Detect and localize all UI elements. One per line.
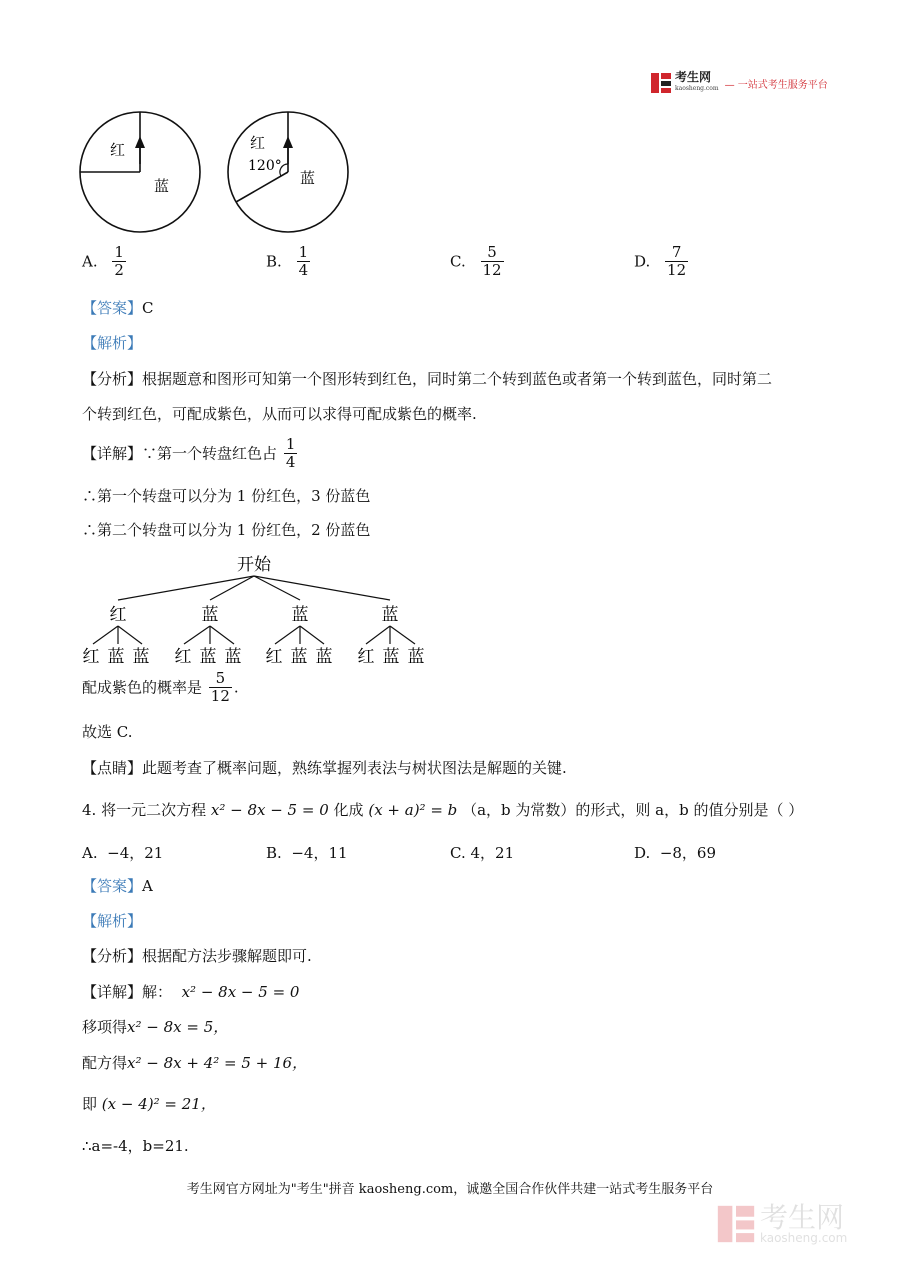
header-brand-name: 考生网 [675, 70, 712, 84]
spinner-right-angle-label: 120° [248, 158, 282, 174]
tree-l2-3-1: 蓝 [382, 647, 400, 667]
q3-probability: 配成紫色的概率是 $\frac{5}{12}$ . [82, 669, 239, 705]
tree-l2-2-2: 蓝 [315, 647, 333, 667]
q3-comment: 【点睛】此题考查了概率问题，熟练掌握列表法与树状图法是解题的关键. [82, 759, 567, 777]
tree-l2-0-1: 蓝 [107, 647, 125, 667]
kaosheng-logo-icon [650, 72, 672, 94]
watermark [716, 1202, 847, 1246]
spinner-left [80, 112, 200, 232]
spinner-left-arrow-icon [135, 136, 145, 148]
header-brand-domain: kaosheng.com [675, 85, 719, 92]
q4-option-b: B. −4，11 [266, 844, 348, 862]
q3-jiexi-heading: 【解析】 [82, 334, 143, 352]
q4-detail: 【详解】解： x² − 8x − 5 = 0 [82, 983, 300, 1001]
q3-detail-line: 【详解】∵第一个转盘红色占 $\frac{1}{4}$ [82, 435, 296, 471]
q3-option-b: B. $\frac{1}{4}$ [266, 243, 309, 279]
watermark-logo-icon [716, 1202, 756, 1246]
tree-l1-3: 蓝 [381, 605, 399, 625]
q4-answer: 【答案】A [82, 877, 153, 895]
tree-diagram [76, 548, 436, 672]
tree-l2-0-0: 红 [82, 647, 100, 667]
q4-step-2: 配方得x² − 8x + 4² = 5 + 16， [82, 1054, 308, 1072]
q4-analysis: 【分析】根据配方法步骤解题即可. [82, 947, 312, 965]
tree-l1-1: 蓝 [201, 605, 219, 625]
q3-option-a: A. $\frac{1}{2}$ [82, 243, 124, 279]
q4-stem: 4. 将一元二次方程 x² − 8x − 5 = 0 化成 (x + a)² = b （a，b 为常数）的形式，则 a，b 的值分别是（ ） [82, 801, 804, 819]
q3-analysis-line-2: 个转到红色，可配成紫色，从而可以求得可配成紫色的概率. [82, 405, 477, 423]
watermark-domain: kaosheng.com [760, 1231, 848, 1245]
tree-l1-2: 蓝 [291, 605, 309, 625]
spinner-right-blue-label: 蓝 [300, 169, 316, 187]
tree-l1-0: 红 [109, 605, 127, 625]
q4-jiexi-heading: 【解析】 [82, 912, 143, 930]
tree-l2-2-0: 红 [265, 647, 283, 667]
tree-l2-3-2: 蓝 [407, 647, 425, 667]
spinner-right-arrow-icon [283, 136, 293, 148]
q4-conclusion: ∴a=-4，b=21. [82, 1137, 189, 1155]
q4-option-a: A. −4，21 [82, 844, 164, 862]
spinner-figures [78, 108, 358, 238]
spinner-left-blue-label: 蓝 [154, 177, 170, 195]
watermark-brand: 考生网 [760, 1201, 845, 1234]
tree-l2-2-1: 蓝 [290, 647, 308, 667]
spinner-left-red-label: 红 [110, 141, 126, 159]
tree-l2-1-2: 蓝 [224, 647, 242, 667]
tree-root: 开始 [237, 555, 271, 575]
spinner-right-red-label: 红 [250, 134, 266, 152]
tree-l2-1-0: 红 [174, 647, 192, 667]
spinner-right [228, 112, 348, 232]
header-tagline: — 一站式考生服务平台 [724, 79, 828, 91]
tree-l2-1-1: 蓝 [199, 647, 217, 667]
q4-option-d: D. −8，69 [634, 844, 717, 862]
header-logo [650, 72, 828, 94]
footer-text: 考生网官方网址为"考生"拼音 kaosheng.com，诚邀全国合作伙伴共建一站式考生服务平台 [186, 1182, 714, 1197]
tree-l2-3-0: 红 [357, 647, 375, 667]
q3-option-d: D. $\frac{7}{12}$ [634, 243, 687, 279]
q4-step-3: 即 (x − 4)² = 21， [82, 1095, 216, 1113]
tree-l2-0-2: 蓝 [132, 647, 150, 667]
q3-line-b: ∴第二个转盘可以分为 1 份红色，2 份蓝色 [82, 521, 371, 539]
q4-step-1: 移项得x² − 8x = 5， [82, 1018, 229, 1036]
q3-answer: 【答案】C [82, 299, 154, 317]
q3-analysis-line-1: 【分析】根据题意和图形可知第一个图形转到红色，同时第二个转到蓝色或者第一个转到蓝色，同时第二 [82, 370, 773, 388]
q4-option-c: C. 4，21 [450, 844, 515, 862]
q3-choose: 故选 C. [82, 723, 133, 741]
q3-line-a: ∴第一个转盘可以分为 1 份红色，3 份蓝色 [82, 487, 371, 505]
q3-option-c: C. $\frac{5}{12}$ [450, 243, 502, 279]
